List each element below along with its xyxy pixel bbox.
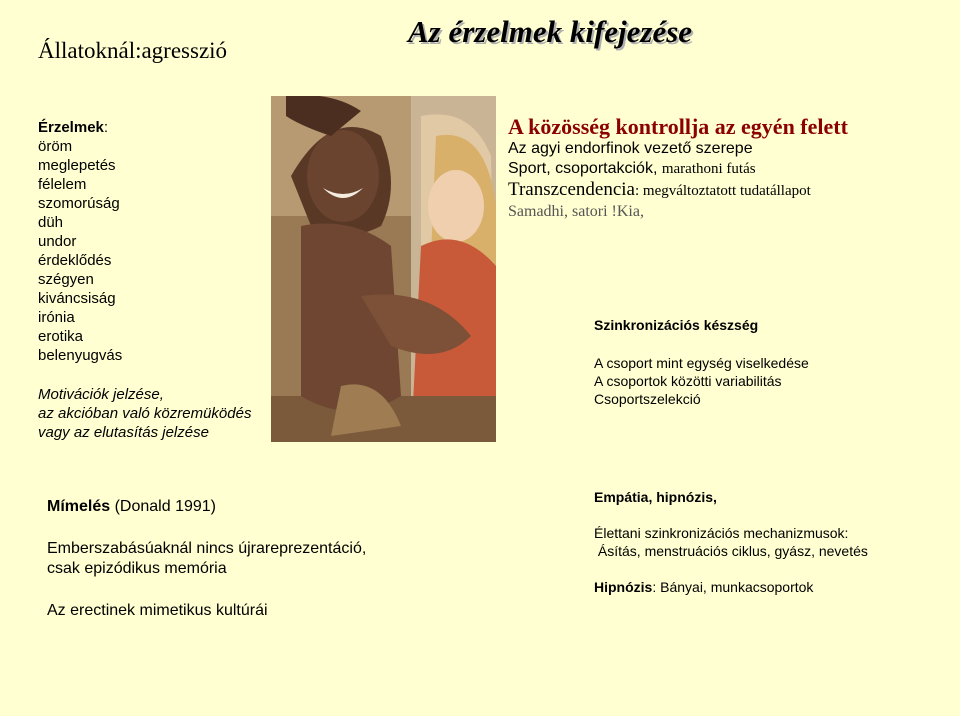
photo-illustration bbox=[271, 96, 496, 442]
emotions-list bbox=[38, 118, 268, 365]
mimeles-line: csak epizódikus memória bbox=[47, 560, 227, 577]
empathy-title: Empátia, hipnózis, bbox=[594, 489, 717, 505]
emotion-item: düh bbox=[38, 214, 64, 231]
emotions-heading bbox=[38, 118, 268, 137]
hypnosis-rest: : Bányai, munkacsoportok bbox=[652, 579, 814, 595]
sync-section bbox=[594, 316, 934, 408]
emotion-item: érdeklődés bbox=[38, 252, 112, 269]
emotion-item: szomorúság bbox=[38, 195, 120, 212]
mimeles-section bbox=[47, 497, 477, 621]
emotion-item: erotika bbox=[38, 328, 84, 345]
emotion-item: undor bbox=[38, 233, 77, 250]
transcendence-word: Transzcendencia bbox=[508, 179, 635, 200]
sport-text: Sport, csoportakciók, bbox=[508, 160, 662, 177]
mimeles-line: Az erectinek mimetikus kultúrái bbox=[47, 602, 268, 619]
emotion-item: öröm bbox=[38, 138, 73, 155]
laughing-people-photo bbox=[271, 96, 496, 442]
emotion-item: félelem bbox=[38, 176, 87, 193]
topleft-heading: Állatoknál:agresszió bbox=[38, 38, 228, 63]
hypnosis-bold: Hipnózis bbox=[594, 579, 653, 595]
mimeles-title bbox=[47, 497, 477, 517]
empathy-section bbox=[594, 488, 944, 596]
endorphin-line: Az agyi endorfinok vezető szerepe bbox=[508, 140, 753, 157]
slide-title: Az érzelmek kifejezése bbox=[407, 14, 693, 49]
empathy-line: Ásítás, menstruációs ciklus, gyász, nevetés bbox=[594, 543, 868, 559]
mimeles-title-rest: (Donald 1991) bbox=[110, 498, 216, 515]
emotion-item: kiváncsiság bbox=[38, 290, 116, 307]
emotion-item: belenyugvás bbox=[38, 347, 123, 364]
sync-line: A csoport mint egység viselkedése bbox=[594, 355, 809, 371]
motivation-line: vagy az elutasítás jelzése bbox=[38, 424, 209, 441]
motivation-line: Motivációk jelzése, bbox=[38, 386, 164, 403]
mimeles-line: Emberszabásúaknál nincs újrareprezentáció, bbox=[47, 540, 367, 557]
emotions-heading-label: Érzelmek bbox=[38, 119, 104, 136]
community-section bbox=[508, 115, 948, 223]
sync-title: Szinkronizációs készség bbox=[594, 317, 759, 333]
marathon-text: marathoni futás bbox=[661, 161, 756, 177]
mimeles-title-bold: Mímelés bbox=[47, 498, 111, 515]
transcendence-line bbox=[508, 179, 948, 201]
hypnosis-line bbox=[594, 578, 944, 596]
emotion-item: meglepetés bbox=[38, 157, 116, 174]
sync-line: Csoportszelekció bbox=[594, 391, 701, 407]
empathy-line: Élettani szinkronizációs mechanizmusok: bbox=[594, 525, 849, 541]
emotion-item: szégyen bbox=[38, 271, 94, 288]
samadhi-line: Samadhi, satori !Kia, bbox=[508, 203, 644, 220]
emotion-item: irónia bbox=[38, 309, 75, 326]
sport-line bbox=[508, 159, 948, 179]
motivation-text bbox=[38, 385, 278, 442]
emotions-heading-colon: : bbox=[103, 119, 109, 136]
community-title: A közösség kontrollja az egyén felett bbox=[508, 114, 848, 139]
sync-line: A csoportok közötti variabilitás bbox=[594, 373, 782, 389]
transcendence-desc: : megváltoztatott tudatállapot bbox=[634, 183, 811, 199]
motivation-line: az akcióban való közremüködés bbox=[38, 405, 252, 422]
